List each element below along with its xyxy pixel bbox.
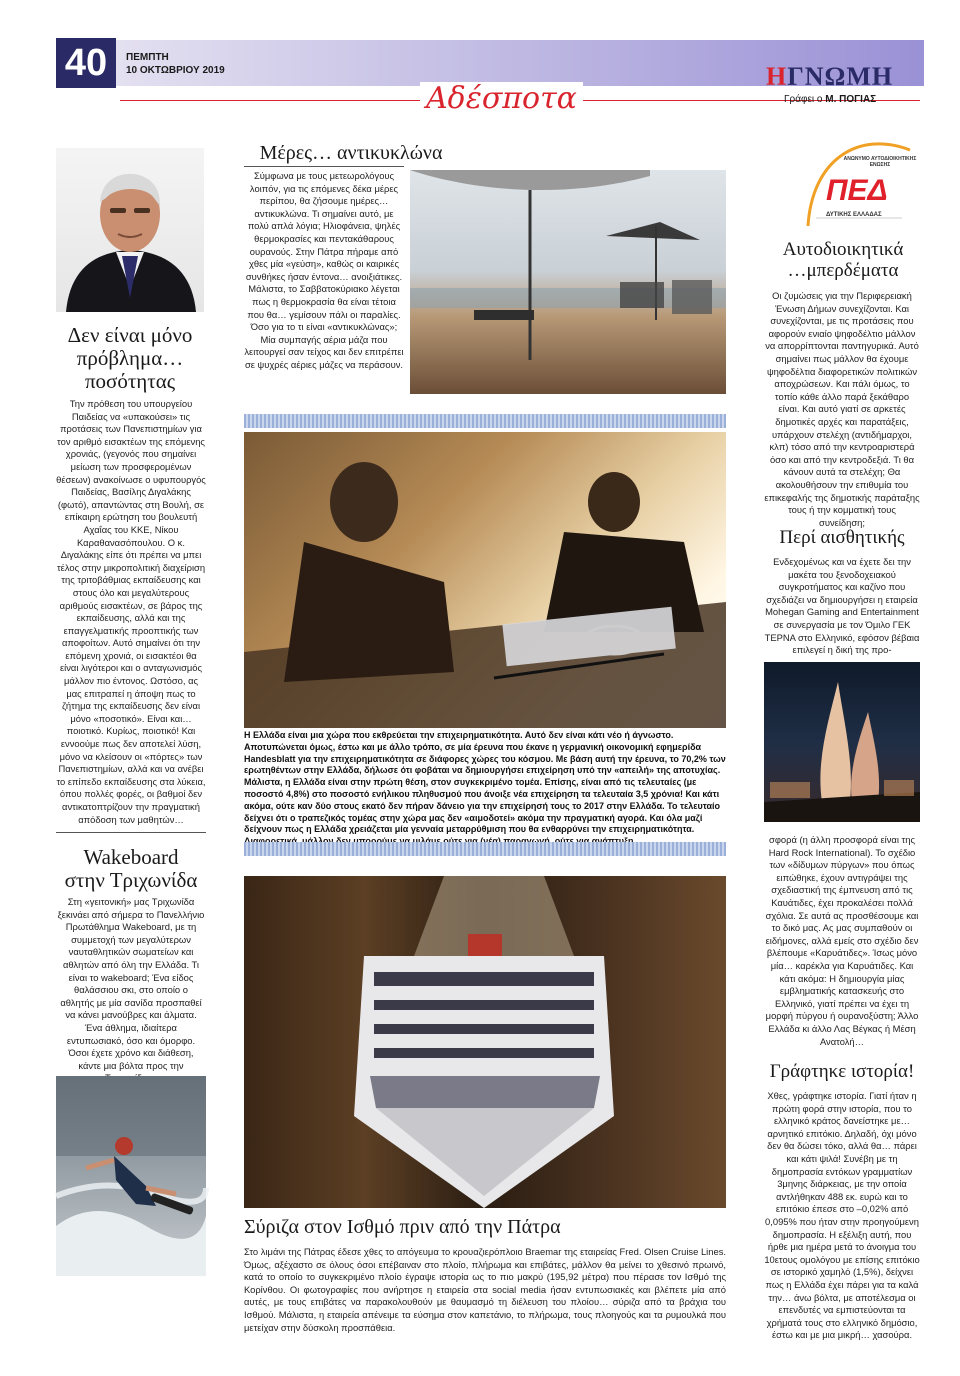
divider-stripe [244,414,726,428]
article-title [56,324,204,393]
wakeboard-photo [56,1076,206,1276]
article-body: Σύμφωνα με τους μετεωρολόγους λοιπόν, για τις επόμενες δέκα μέρες περίπου, θα ζήσουμε ημέρες… αντικυκλώνα. Τι σημαίνει αυτό, με πολύ απλά λόγια; Ηλιοφάνεια, ψηλές θερμοκρασίες και πεντακάθαρους ουρανούς. Στην Πάτρα πήραμε από χθες μία «γεύση», καθώς οι καιρικές συνθήκες ήσαν έντονα… ανοιξιάτικες. Μάλιστα, το Σαββατοκύριακο λέγεται πως η θερμοκρασία θα είναι τέτοια που θα… γεμίσουν πάλι οι παραλίες. Όσο για το τι είναι «αντικυκλώνας»; Μία συμπαγής αέρια μάζα που λειτουργεί σαν τείχος και δεν επιτρέπει σε ψυχρές αέριες μάζες να περάσουν. [244,170,404,370]
ped-logo [798,130,918,230]
article-body: σφορά (η άλλη προσφορά είναι της Hard Rock International). Το σχέδιο των «δίδυμων πύργων» που όπως ειπώθηκε, έχουν αντιγράψει της σχεδιαστική της έμπνευση από τις Καυάτιδες, έχει προκαλέσει πολλά σχόλια. Σε αυτά ας προσθέσουμε και το δικό μας. Ας μας συμπαθούν οι ειδήμονες, αλλά εμείς στο σχέδιο δεν βλέπουμε «Καρυάτιδες». Ίσως μόνο μία… καρέκλα για Καρυάτιδες. Και κάτι ακόμα: Η δημιουργία μίας εμβληματικής κατασκευής στο Ελληνικό, γιατί πρέπει να έχει τη μορφή πύργου ή ουρανοξύστη; Άλλο Ελλάδα κι άλλο Λας Βέγκας ή Μέση Ανατολή… [765,834,919,1047]
byline-prefix: Γράφει ο [784,94,823,105]
logo-letter: Η [766,62,788,91]
article-title [56,846,206,892]
title-line: στην Τριχωνίδα [64,868,198,893]
article-body: Στο λιμάνι της Πάτρας έδεσε χθες το απόγευμα το κρουαζιερόπλοιο Braemar της εταιρείας Fred. Olsen Cruise Lines. Όμως, αξέχαστο σε όλους όσοι επέβαιναν στο πλοίο, πλήρωμα και επιβάτες, μάλλον θα μείνει το χθεσινό πρωινό, κατά το οποίο το συγκεκριμένο πλοίο έγραψε ιστορία ως το πιο μακρύ (195,92 μέτρα) που πέρασε τον Ισθμό της Κορίνθου. Οι φωτογραφίες που ανήρτησε η εταιρεία στα social media ήσαν εντυπωσιακές και βλέπετε μία από αυτές, με τους επιβάτες να παρακολουθούν με θαυμασμό τη διέλευση του πλοίου… σύριζα από τα βράχια του Ισθμού. Μάλιστα, η εταιρεία απένειμε τα εύσημα στον καπετάνιο, το πλήρωμα, τους πλοηγούς και τα ρυμουλκά που μετείχαν στην δύσκολη προσπάθεια. [244,1246,726,1333]
article-body: Στη «γειτονική» μας Τριχωνίδα ξεκινάει από σήμερα το Πανελλήνιο Πρωτάθλημα Wakeboard, με τη συμμετοχή των μεγαλύτερων ναυταθλητικών σωματείων και αθλητών από όλη την Ελλάδα. Τι είναι το wakeboard; Ένα είδος θαλάσσιου σκι, στο οποίο ο αθλητής με μία σανίδα προσπαθεί να κάνει μανούβρες και άλματα. Ένα άθλημα, ιδιαίτερα εντυπωσιακό, όσο και όμορφο. Όσοι έχετε χρόνο και διάθεση, κάντε μια βόλτα προς την [57,896,205,1071]
ped-logo-wordmark: ΠΕΔ [826,174,888,207]
page-number: 40 [56,38,116,88]
cruise-ship-photo [244,876,726,1208]
ped-logo-region: ΔΥΤΙΚΗΣ ΕΛΛΑΔΑΣ [826,212,882,218]
article-title: Σύριζα στον Ισθμό πριν από την Πάτρα [244,1216,561,1238]
issue-date: 10 ΟΚΤΩΒΡΙΟΥ 2019 [126,65,225,76]
byline [784,94,876,105]
portrait-photo [56,148,204,312]
divider-stripe [244,842,726,856]
article-body: Χθες, γράφτηκε ιστορία. Γιατί ήταν η πρώτη φορά στην ιστορία, που το ελληνικό κράτος δανείστηκε με… αρνητικό επιτόκιο. Δηλαδή, όχι μόνο δεν θα δώσει τόκο, αλλά θα… πάρει και κάτι ψιλά! Συνέβη με τη δημοπρασία εντόκων γραμματίων 3μηνης διάρκειας, με την οποία αντλήθηκαν 488 εκ. ευρώ και το επιτόκιο έπεσε στο –0,02% από 0,095% που ήταν στην προηγούμενη δημοπρασία. Η εξέλιξη αυτή, που ήρθε μια ημέρα μετά το άνοιγμα του 10ετους ομολόγου με επίσης επιτόκιο σε ιστορικό χαμηλό (1,5%), δείχνει πως η Ελλάδα έχει πάρει για τα καλά την… άνω βόλτα, με αποτέλεσμα οι επενδυτές να εμπιστεύονται τα χρήματά τους στο ελληνικό δημόσιο, έστω και με μια μικρή… χασούρα. [764,1090,920,1341]
byline-name: Μ. ΠΟΓΙΑΣ [825,94,877,105]
office-photo [244,432,726,728]
article-body: Την πρόθεση του υπουργείου Παιδείας να «υπακούσει» τις προτάσεις των Πανεπιστημίων για τον αριθμό εισακτέων της επόμενης χρονιάς, (γεγονός που σημαίνει μείωση των προσφερομένων θέσεων) ανακοίνωσε ο υφυπουργός Παιδείας, Βασίλης Διγαλάκης (φωτό), απαντώντας στη Βουλή, σε επίκαιρη ερώτηση του βουλευτή Αχαΐας του ΚΚΕ, Νίκου Καραθανασόπουλου. Ο κ. Διγαλάκης είπε ότι πρέπει να μπει τέλος στην μικροπολιτική διαχείριση της τριτοβάθμιας εκπαίδευσης και στους όλο και μεγαλύτερους αριθμούς εισακτέων, σε βάρος της εκπαίδευσης, αλλά και της επαγγελματικής προοπτικής των αποφοίτων. Αυτό σημαίνει ότι την επόμενη χρονιά, οι εισακτέοι θα είναι λιγότεροι και ο ανταγωνισμός μάλλον πιο έντονος. Ωστόσο, ας μας επιτραπεί η άποψη πως το ζήτημα της εκπαίδευσης δεν είναι μόνο «ποσοτικό». Είναι και… ποιοτικό. Κυρίως, ποιοτικό! Και εννοούμε πως δεν αποτελεί λύση, μόνο να κλείσουν οι «πόρτες» των Πανεπιστημίων, αλλά και να ανέβει το επίπεδο εκπαίδευσης στα λύκεια, όπου πολλές φορές, οι βαθμοί δεν αντικατοπτρίζουν την πραγματική απόδοση των μαθητών… [56,398,206,825]
ped-logo-caption: ΑΝΩΝΥΜΟ ΑΥΤΟΔΙΟΙΚΗΤΙΚΗΣ ΕΝΩΣΗΣ [843,156,917,168]
towers-render-photo [764,662,920,822]
title-line: Αυτοδιοικητικά [782,239,904,260]
section-title: Αδέσποτα [420,82,583,116]
logo-word: ΓΝΩΜΗ [787,62,894,91]
title-line: πρόβλημα… [76,346,184,371]
title-line: …μπερδέματα [787,259,899,281]
article-title [766,240,920,282]
newspaper-logo [766,62,893,92]
divider [244,166,404,167]
beach-photo [410,170,726,394]
divider [56,832,206,833]
article-body: Οι ζυμώσεις για την Περιφερειακή Ένωση Δήμων συνεχίζονται. Και συνεχίζονται, με τις προτάσεις που αφορούν ενιαίο ψηφοδέλτιο μάλλον να απορρίπτονται παντηγυρικά. Αυτό σημαίνει πως μάλλον θα έχουμε ψηφοδέλτια διαφορετικών πολιτικών αποχρώσεων. Και πάλι όμως, το τοπίο κάθε άλλο παρά ξεκάθαρο είναι. Και αυτό γιατί σε αρκετές δημοτικές αρχές και παρατάξεις, υπάρχουν στελέχη (αντιδήμαρχοι, κλπ) τόσο από την κεντροαριστερά όσο και από την κεντροδεξιά. Τι θα κάνουν αυτά τα στελέχη; Θα ακολουθήσουν την επιθυμία του επικεφαλής της δημοτικής παράταξης τους ή την κομματική τους συνείδηση; [764,290,920,528]
title-line: Δεν είναι μόνο [67,323,193,347]
photo-caption: Η Ελλάδα είναι μια χώρα που εκθρεύεται την επιχειρηματικότητα. Αυτό δεν είναι κάτι νέο ή άγνωστο. Αποτυπώνεται όμως, έστω και με άλλο τρόπο, σε μία έρευνα που έκανε η γερμανική οικονομική εφημερίδα Handesblatt για την επιχειρηματικότητα σε διάφορες χώρες του κόσμου. Με βάση αυτή την έρευνα, το 70,2% των ερωτηθέντων στην Ελλάδα, δήλωσε ότι φοβάται να δημιουργήσει επιχείρηση υπό την «απειλή» της αποτυχίας. Μάλιστα, η Ελλάδα είναι στην πρώτη θέση, στον συγκεκριμένο τομέα. Επίσης, είναι από τις τελευταίες (με ποσοστό 4,8%) στο ποσοστό ενήλικου πληθυσμού που άνοιξε νέα επιχείρηση τα τελευταία 3,5 χρόνια! Και κάτι ακόμα, ούτε καν δύο στους εκατό δεν πήραν δάνειο για την επιχείρησή τους το 2017 στην Ελλάδα. Το τελευταίο δείχνει ότι ο τραπεζικός τομέας στην χώρα μας δεν «αιμοδοτεί» ακόμα την πραγματική αγορά. Και όλα μαζί δείχνουν πως η Ελλάδα χρειάζεται μία γενναία μεταρρύθμιση που θα ενθαρρύνει την επιχειρηματικότητα. [244,730,726,835]
article-body: Ενδεχομένως και να έχετε δει την μακέτα του ξενοδοχειακού συγκροτήματος και καζίνο που σχεδιάζει να δημιουργήσει η εταιρεία Mohegan Gaming and Entertainment σε συνεργασία με τον Όμιλο ΓΕΚ ΤΕΡΝΑ στο Ελληνικό, εφόσον βέβαια επιλεγεί η δική της προ- [764,556,920,656]
title-line: Wakeboard [83,845,179,869]
article-title: Περί αισθητικής [779,527,905,548]
article-title: Γράφτηκε ιστορία! [769,1061,915,1082]
article-title: Μέρες… αντικυκλώνα [259,142,443,164]
issue-day: ΠΕΜΠΤΗ [126,52,169,63]
title-line: ποσότητας [84,369,176,394]
